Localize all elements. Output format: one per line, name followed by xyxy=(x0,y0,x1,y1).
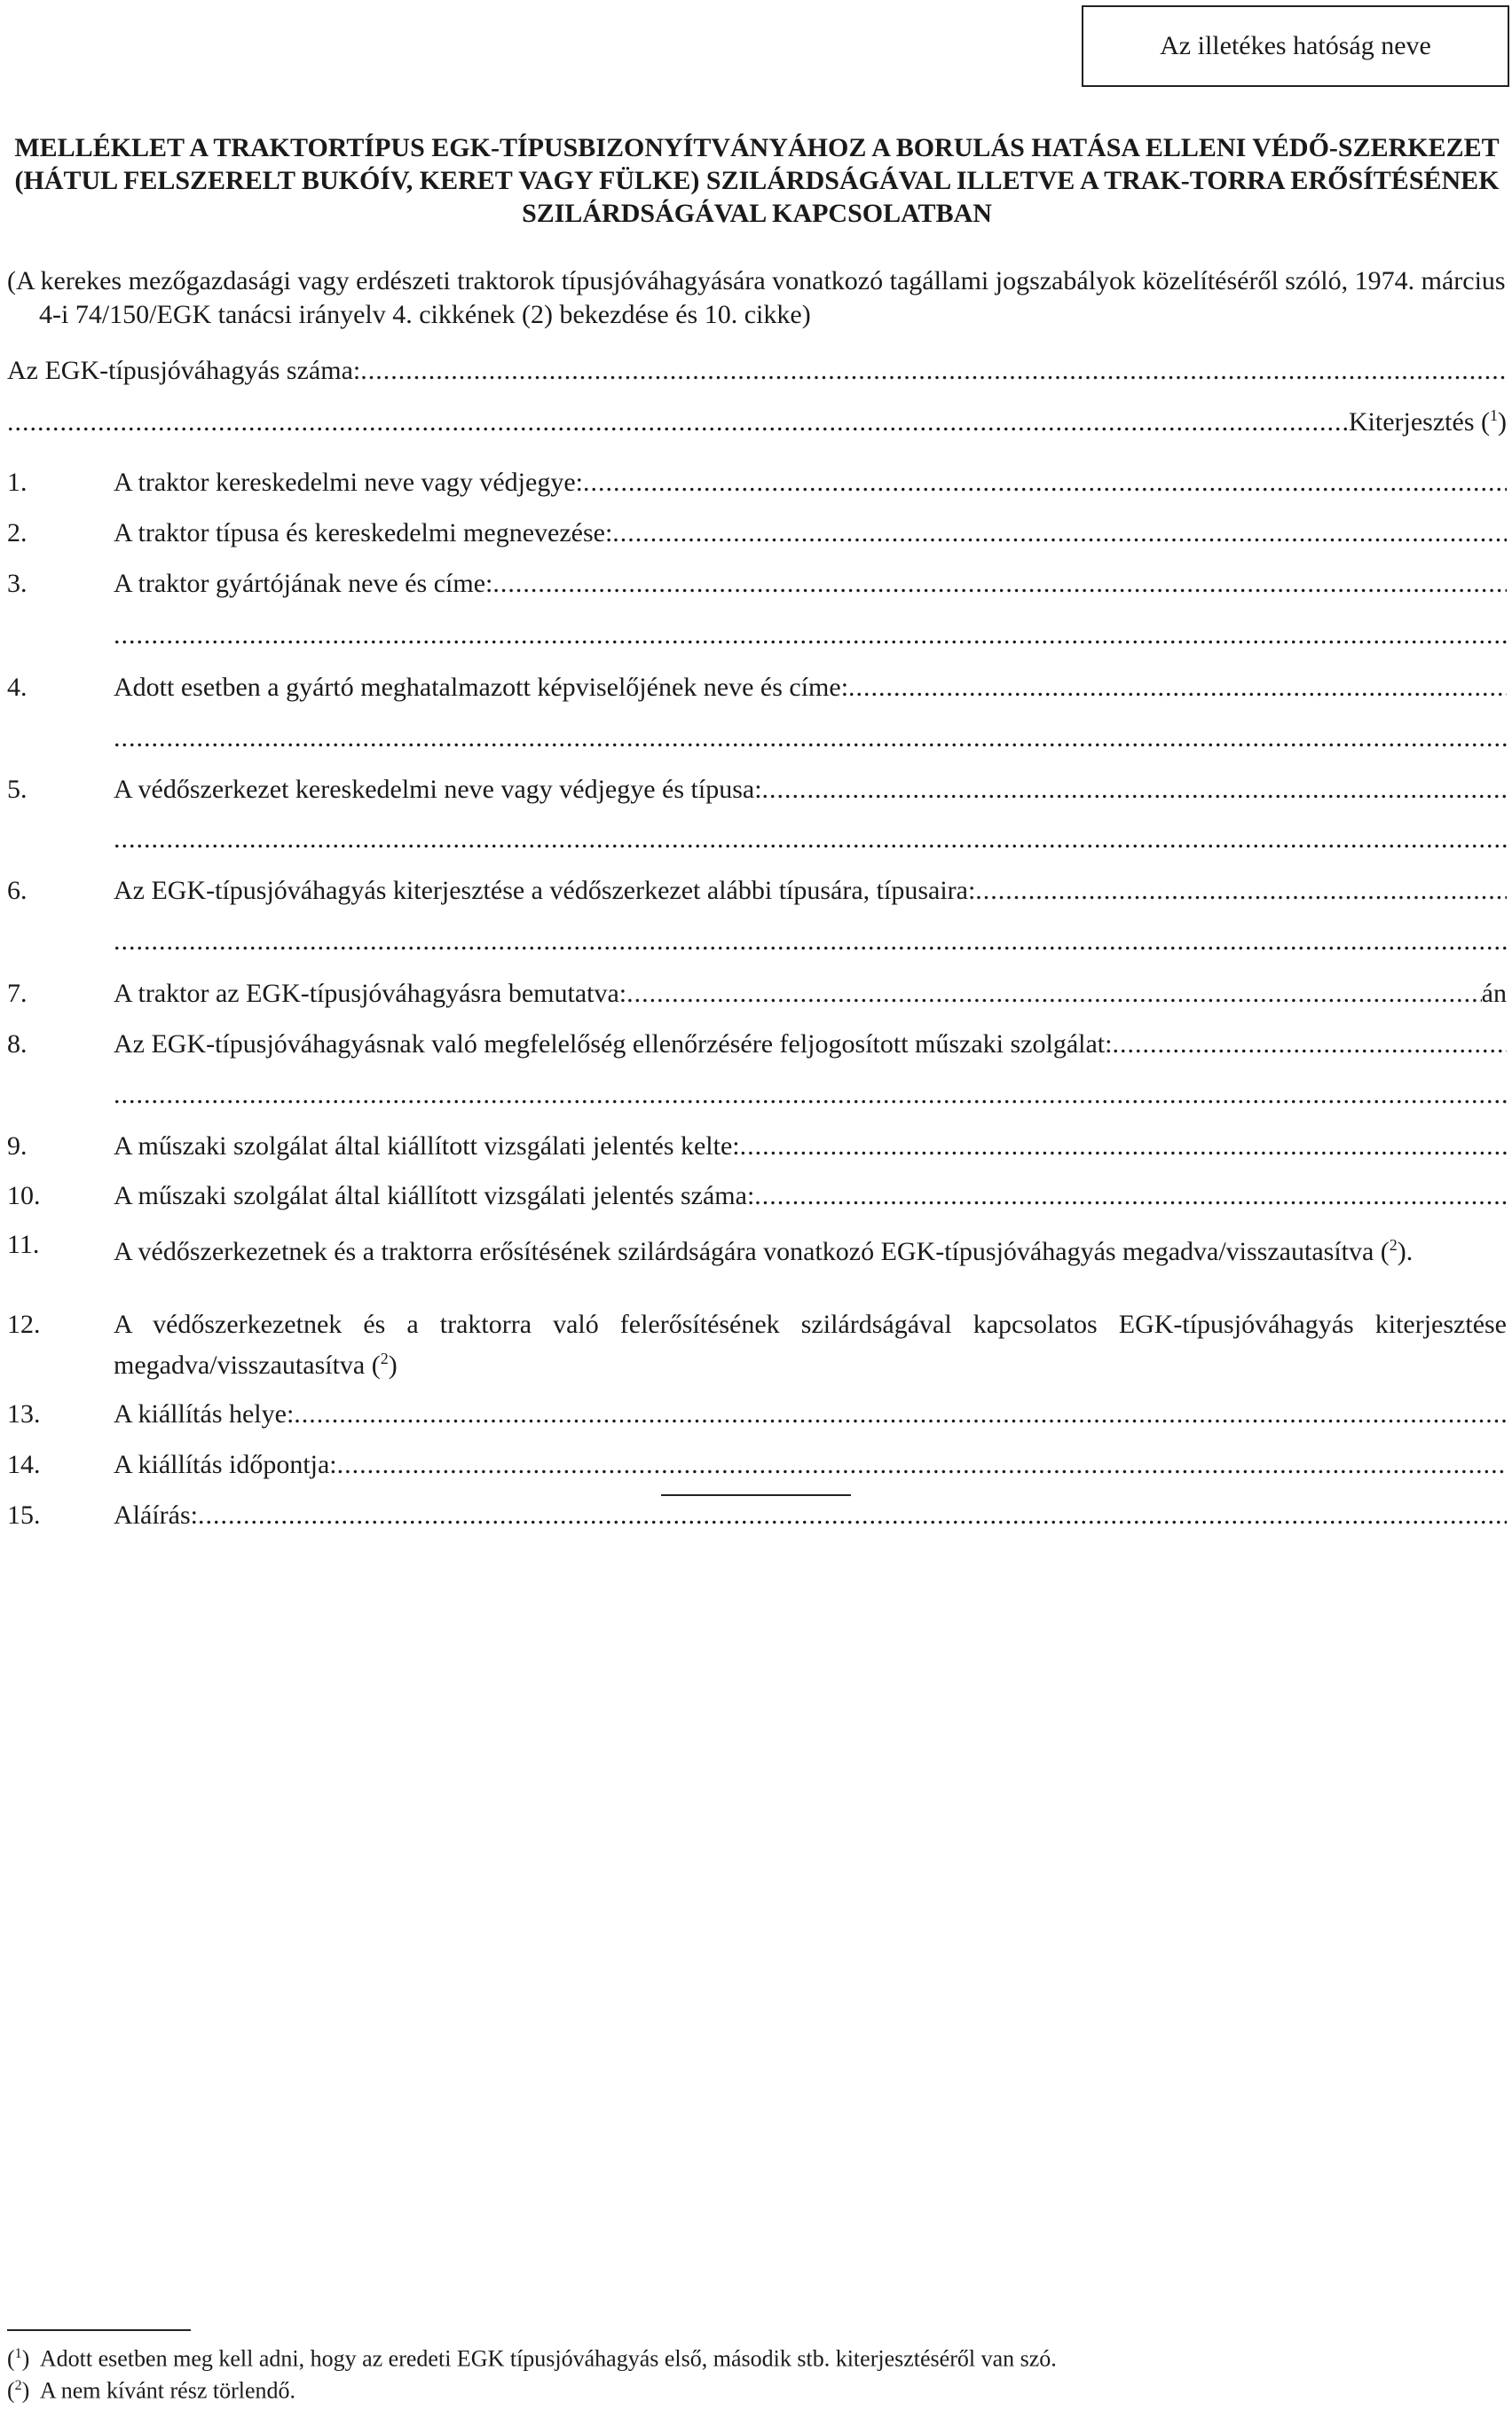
footnote-divider xyxy=(7,2329,191,2331)
item-continuation-row[interactable] xyxy=(114,822,1507,857)
item-row[interactable] xyxy=(7,1178,1507,1214)
item-text: A védőszerkezetnek és a traktorra való felerősítésének szilárdságával kapcsolatos EGK-típusjóváhagyás kiterjesztése megadva/visszautasítva ($^2$) xyxy=(114,1310,1507,1380)
item-label: Adott esetben a gyártó meghatalmazott képviselőjének neve és címe: xyxy=(114,673,849,702)
item-text: A védőszerkezetnek és a traktorra erősítésének szilárdságára vonatkozó EGK-típusjóváhagyás megadva/visszautasítva ($^2$). xyxy=(114,1236,1414,1266)
item-field[interactable] xyxy=(583,465,1507,500)
item-label: Az EGK-típusjóváhagyásnak való megfelelőség ellenőrzésére feljogosított műszaki szolgálat: xyxy=(114,1029,1113,1059)
item-row[interactable] xyxy=(7,1027,1507,1062)
footnote-1: ($^1$) Adott esetben meg kell adni, hogy az eredeti EGK típusjóváhagyás első, második stb. kiterjesztéséről van szó. xyxy=(7,2345,1057,2372)
item-label: A műszaki szolgálat által kiállított vizsgálati jelentés száma: xyxy=(114,1181,755,1210)
item-row[interactable] xyxy=(7,465,1507,500)
item-field[interactable] xyxy=(337,1447,1507,1483)
item-field[interactable] xyxy=(626,976,1482,1012)
item-row-multiline xyxy=(7,1308,1507,1382)
item-field[interactable] xyxy=(612,516,1507,551)
item-continuation-row[interactable] xyxy=(114,924,1507,959)
item-number: 1. xyxy=(7,468,28,497)
item-label: A traktor kereskedelmi neve vagy védjegye: xyxy=(114,468,583,497)
signature-field[interactable] xyxy=(198,1498,1507,1533)
extension-row[interactable] xyxy=(7,405,1507,440)
item-label: Az EGK-típusjóváhagyás kiterjesztése a védőszerkezet alábbi típusára, típusaira: xyxy=(114,876,976,905)
item-row[interactable] xyxy=(7,670,1507,705)
item-number: 4. xyxy=(7,673,28,702)
item-label: A kiállítás időpontja: xyxy=(114,1450,337,1479)
item-number: 5. xyxy=(7,775,28,804)
item-suffix: án xyxy=(1481,979,1507,1008)
item-label: A műszaki szolgálat által kiállított vizsgálati jelentés kelte: xyxy=(114,1131,740,1161)
approval-number-row[interactable] xyxy=(7,353,1507,389)
item-number: 3. xyxy=(7,569,28,598)
item-field[interactable] xyxy=(294,1397,1507,1432)
item-continuation-row[interactable] xyxy=(114,618,1507,653)
item-row[interactable] xyxy=(7,772,1507,807)
item-number: 13. xyxy=(7,1399,41,1429)
item-field[interactable] xyxy=(754,1178,1507,1214)
item-row[interactable] xyxy=(7,976,1507,1012)
item-field[interactable] xyxy=(114,1077,1507,1113)
footnote-ref-1: 1 xyxy=(1490,406,1498,424)
item-number: 6. xyxy=(7,876,28,905)
approval-number-field[interactable] xyxy=(360,353,1507,389)
item-number: 12. xyxy=(7,1310,41,1339)
item-number: 14. xyxy=(7,1450,41,1479)
item-field[interactable] xyxy=(492,566,1507,602)
item-row-multiline xyxy=(7,1228,1507,1269)
item-number: 8. xyxy=(7,1029,28,1059)
item-label: A traktor típusa és kereskedelmi megnevezése: xyxy=(114,518,613,547)
item-field[interactable] xyxy=(114,618,1507,653)
item-row[interactable] xyxy=(7,1447,1507,1483)
item-label: A traktor gyártójának neve és címe: xyxy=(114,569,493,598)
item-label: Aláírás: xyxy=(114,1500,198,1530)
footnote-ref-2: 2 xyxy=(1389,1236,1398,1254)
item-number: 2. xyxy=(7,518,28,547)
item-row[interactable] xyxy=(7,516,1507,551)
extension-field[interactable] xyxy=(7,405,1349,440)
item-row[interactable] xyxy=(7,873,1507,909)
item-continuation-row[interactable] xyxy=(114,721,1507,756)
item-label: A kiállítás helye: xyxy=(114,1399,295,1429)
item-number: 11. xyxy=(7,1230,40,1259)
competent-authority-box xyxy=(1082,5,1509,87)
item-row[interactable] xyxy=(7,1397,1507,1432)
item-label: A traktor az EGK-típusjóváhagyásra bemutatva: xyxy=(114,979,627,1008)
item-row[interactable] xyxy=(7,566,1507,602)
item-field[interactable] xyxy=(114,721,1507,756)
item-row[interactable] xyxy=(7,1129,1507,1164)
extension-label: Kiterjesztés ($^1$) xyxy=(1348,406,1507,437)
item-field[interactable] xyxy=(114,924,1507,959)
item-continuation-row[interactable] xyxy=(114,1077,1507,1113)
footnote-ref-2: 2 xyxy=(380,1350,389,1367)
item-number: 15. xyxy=(7,1500,41,1530)
item-row[interactable] xyxy=(7,1498,1507,1533)
item-label: A védőszerkezet kereskedelmi neve vagy védjegye és típusa: xyxy=(114,775,762,804)
item-field[interactable] xyxy=(848,670,1507,705)
footnote-2: ($^2$) A nem kívánt rész törlendő. xyxy=(7,2377,296,2404)
item-number: 7. xyxy=(7,979,28,1008)
item-number: 9. xyxy=(7,1131,28,1161)
document-title: MELLÉKLET A TRAKTORTÍPUS EGK-TÍPUSBIZONYÍTVÁNYÁHOZ A BORULÁS HATÁSA ELLENI VÉDŐ-SZERKEZET (HÁTUL FELSZERELT BUKÓÍV, KERET VAGY FÜLKE) SZILÁRDSÁGÁVAL ILLETVE A TRAK-TORRA ERŐSÍTÉSÉNEK SZILÁRDSÁGÁVAL KAPCSOLATBAN xyxy=(14,133,1500,228)
competent-authority-label: Az illetékes hatóság neve xyxy=(1160,31,1431,60)
item-field[interactable] xyxy=(975,873,1507,909)
document-subtitle: (A kerekes mezőgazdasági vagy erdészeti traktorok típusjóváhagyására vonatkozó tagállami jogszabályok közelítéséről szóló, 1974. március 4-i 74/150/EGK tanácsi irányelv 4. cikkének (2) bekezdése és 10. cikke) xyxy=(7,266,1506,329)
item-number: 10. xyxy=(7,1181,41,1210)
section-divider xyxy=(661,1494,851,1496)
item-field[interactable] xyxy=(740,1129,1507,1164)
item-field[interactable] xyxy=(1112,1027,1507,1062)
item-field[interactable] xyxy=(114,822,1507,857)
item-field[interactable] xyxy=(762,772,1507,807)
approval-number-label: Az EGK-típusjóváhagyás száma: xyxy=(7,356,361,385)
